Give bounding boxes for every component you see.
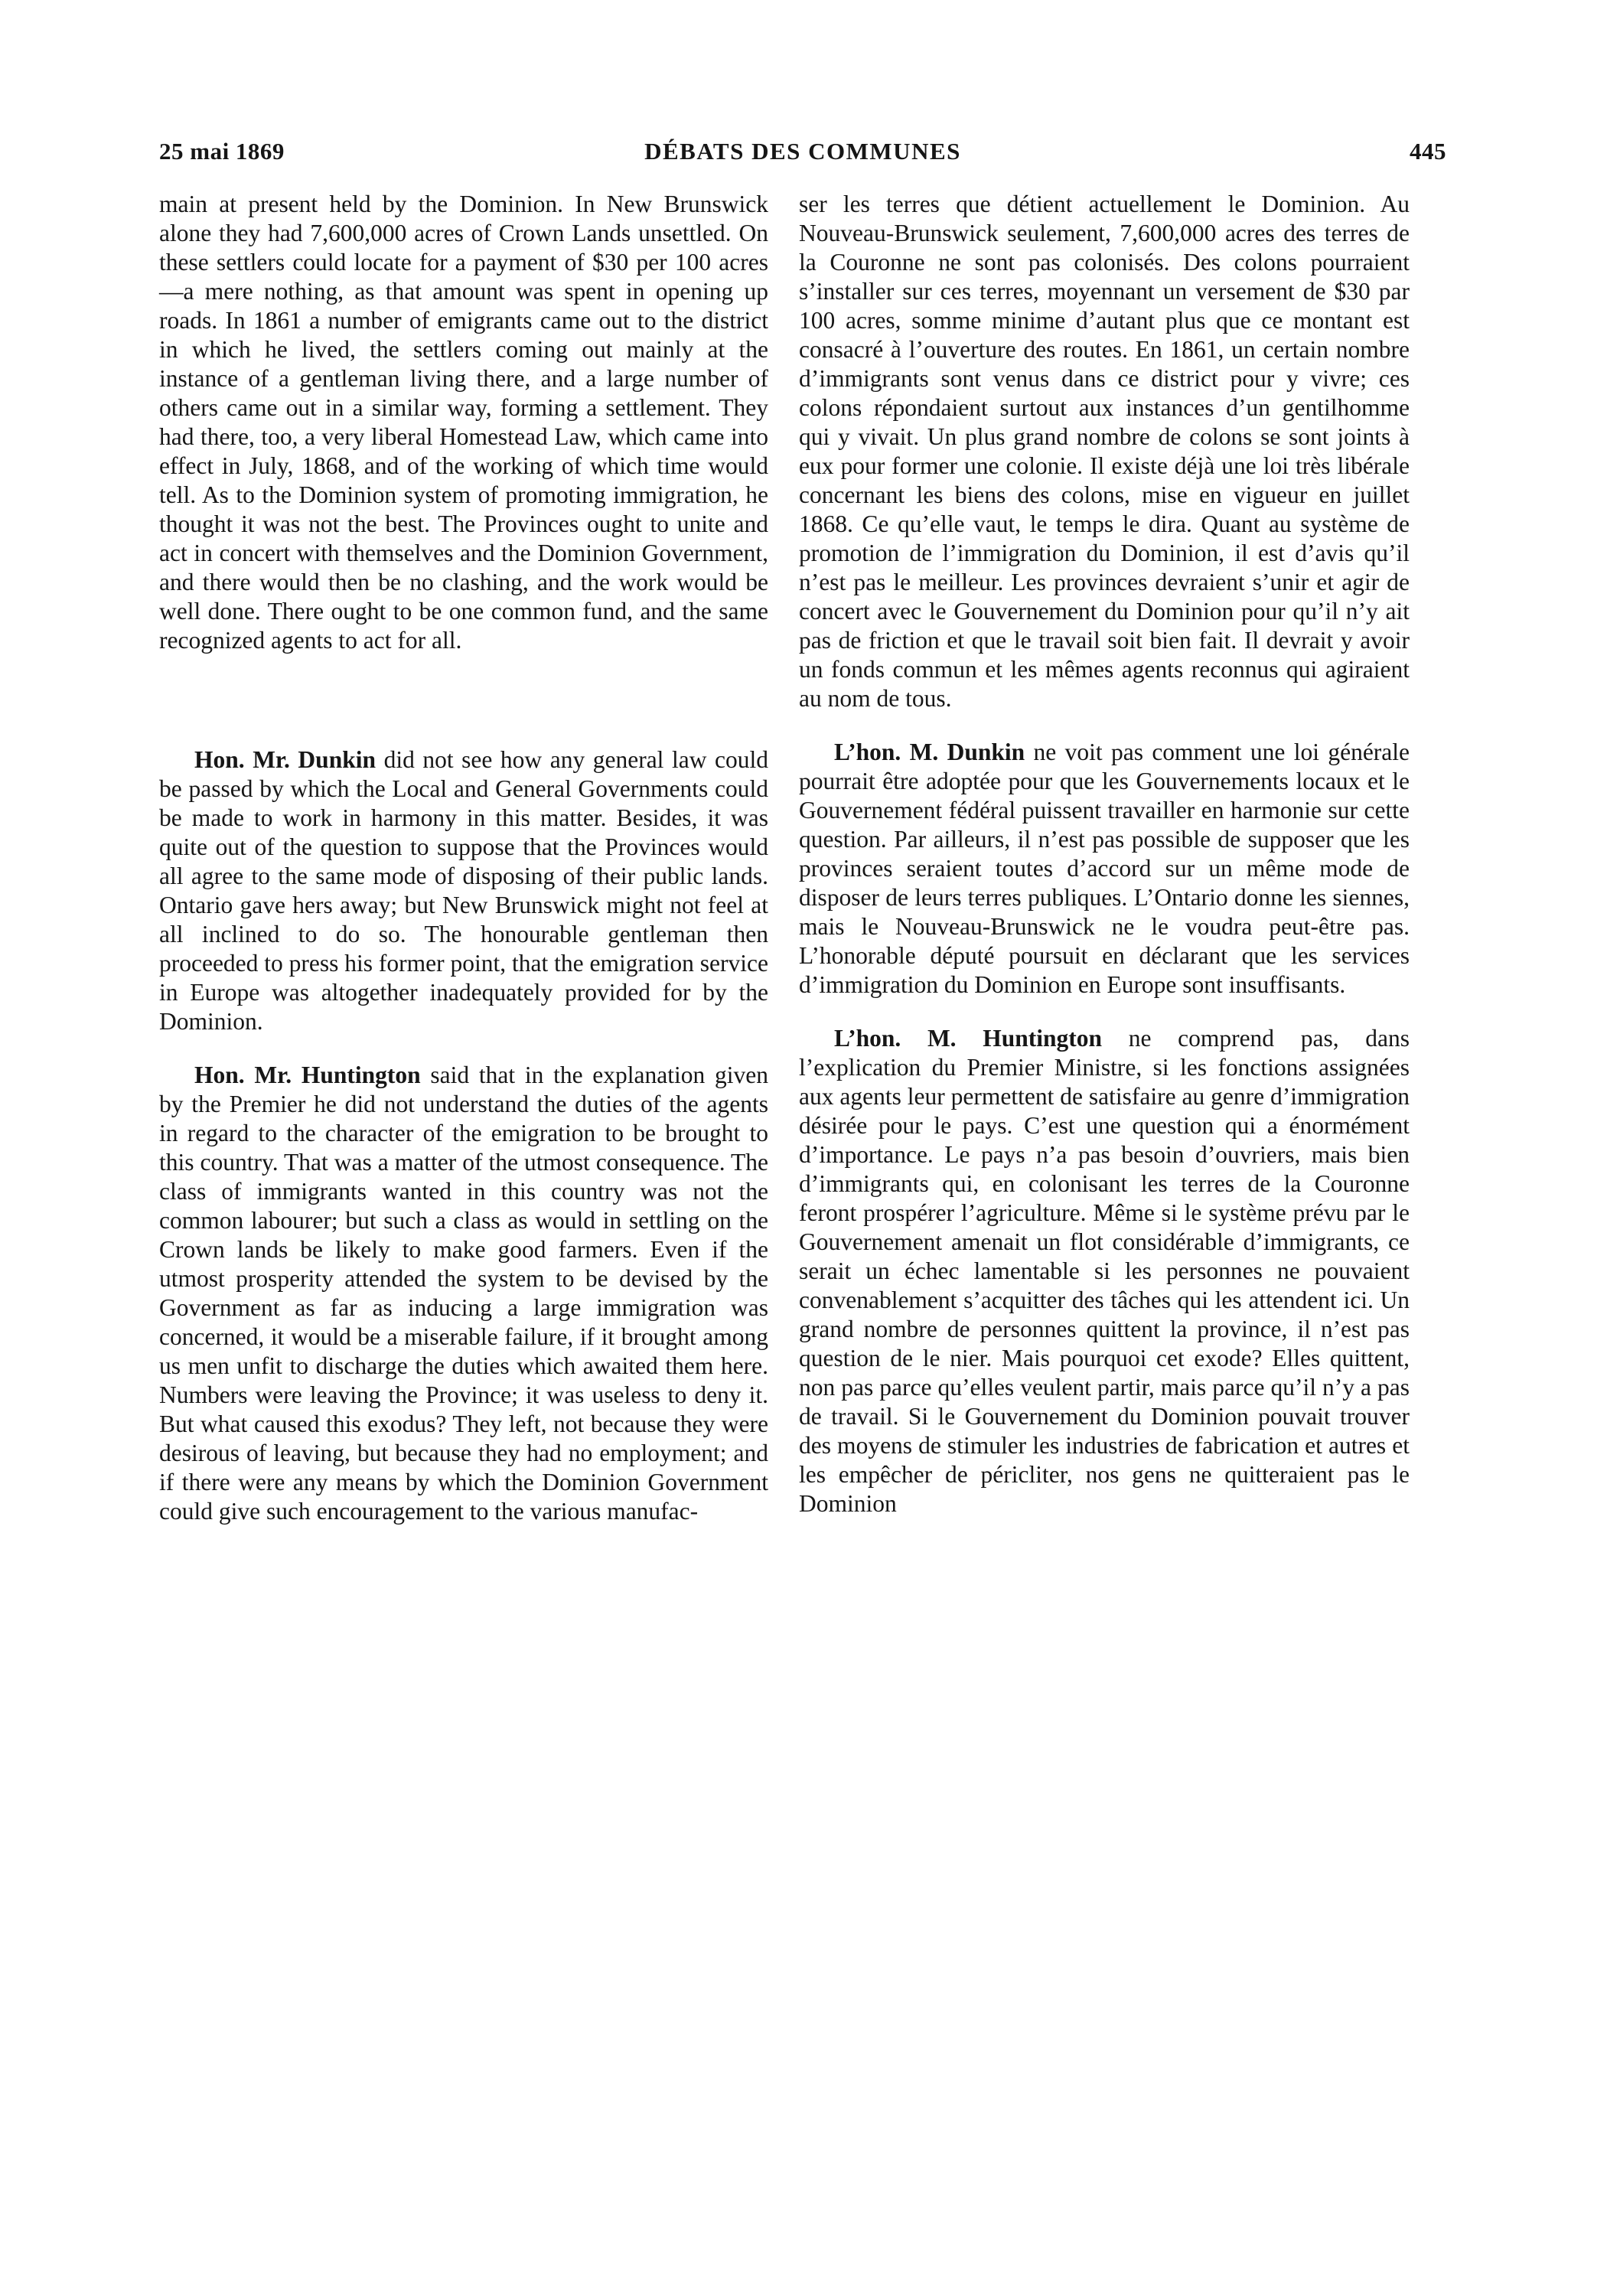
speaker-name: L’hon. M. Huntington (834, 1025, 1103, 1052)
spacer (159, 1036, 768, 1061)
speaker-name: Hon. Mr. Dunkin (194, 746, 376, 773)
speaker-name: Hon. Mr. Huntington (194, 1062, 421, 1088)
spacer (799, 713, 1410, 738)
speaker-name: L’hon. M. Dunkin (834, 739, 1025, 765)
page-header (159, 138, 1446, 184)
paragraph-continuation: main at present held by the Dominion. In New Brunswick alone they had 7,600,000 acres of Crown Lands unsettled. On these settlers could locate for a payment of $30 per 100 acres—a mere nothing, as that amount was spent in opening up roads. In 1861 a number of emigrants came out to the district in which he lived, the settlers coming out mainly at the instance of a gentleman living there, and a large number of others came out in a similar way, forming a settlement. They had there, too, a very liberal Homestead Law, which came into effect in July, 1868, and of the working of which time would tell. As to the Dominion system of promoting immigration, he thought it was not the best. The Provinces ought to unite and act in concert with themselves and the Dominion Government, and there would then be no clashing, and the work would be well done. There ought to be one common fund, and the same recognized agents to act for all. (159, 191, 768, 654)
spacer (159, 655, 768, 745)
paragraph-huntington (799, 1024, 1410, 1518)
speech-text: said that in the explanation given by the Premier he did not understand the duties of the agents in regard to the character of the emigration to be brought to this country. That was a matter of the utmost consequence. The class of immigrants wanted in this country was not the common labourer; but such a class as would in settling on the Crown lands be likely to make good farmers. Even if the utmost prosperity attended the system to be devised by the Government as far as inducing a large immigration was concerned, it would be a miserable failure, if it brought among us men unfit to discharge the duties which awaited them here. Numbers were leaving the Province; it was useless to deny it. But what caused this exodus? They left, not because they were desirous of leaving, but because they had no employment; and if there were any means by which the Dominion Government could give such encouragement to the various manufac- (159, 1062, 768, 1525)
paragraph-dunkin (799, 738, 1410, 1000)
speech-text: did not see how any general law could be passed by which the Local and General Governments could be made to work in harmony in this matter. Besides, it was quite out of the question to suppose that the Provinces would all agree to the same mode of disposing of their public lands. Ontario gave hers away; but New Brunswick might not feel at all inclined to do so. The honourable gentleman then proceeded to press his former point, that the emigration service in Europe was altogether inadequately provided for by the Dominion. (159, 746, 768, 1035)
english-column (159, 190, 768, 1526)
speech-text: ne voit pas comment une loi générale pourrait être adoptée pour que les Gouvernements locaux et le Gouvernement fédéral puissent travailler en harmonie sur cette question. Par ailleurs, il n’est pas possible de supposer que les provinces seraient toutes d’accord sur un même mode de disposer de leurs terres publiques. L’Ontario donne les siennes, mais le Nouveau-Brunswick ne le voudra peut-être pas. L’honorable député poursuit en déclarant que les services d’immigration du Dominion en Europe sont insuffisants. (799, 739, 1410, 998)
paragraph-continuation: ser les terres que détient actuellement le Dominion. Au Nouveau-Brunswick seulement, 7,600,000 acres des terres de la Couronne ne sont pas colonisés. Des colons pourraient s’installer sur ces terres, moyennant un versement de $30 par 100 acres, somme minime d’autant plus que ce montant est consacré à l’ouverture des routes. En 1861, un certain nombre d’immigrants sont venus dans ce district pour y vivre; ces colons répondaient surtout aux instances d’un gentilhomme qui y vivait. Un plus grand nombre de colons se sont joints à eux pour former une colonie. Il existe déjà une loi très libérale concernant les biens des colons, mise en vigueur en juillet 1868. Ce qu’elle vaut, le temps le dira. Quant au système de promotion de l’immigration du Dominion, il est d’avis qu’il n’est pas le meilleur. Les provinces devraient s’unir et agir de concert avec le Gouvernement du Dominion pour qu’il n’y ait pas de friction et que le travail soit bien fait. Il devrait y avoir un fonds commun et les mêmes agents reconnus qui agiraient au nom de tous. (799, 191, 1410, 712)
header-date: 25 mai 1869 (159, 138, 285, 165)
french-column (799, 190, 1410, 1518)
speech-text: ne comprend pas, dans l’explication du Premier Ministre, si les fonctions assignées aux agents leur permettent de satisfaire au genre d’immigration désirée pour le pays. C’est une question qui a énormément d’importance. Le pays n’a pas besoin d’ouvriers, mais bien d’immigrants qui, en colonisant les terres de la Couronne feront prospérer l’agriculture. Même si le système prévu par le Gouvernement amenait un flot considérable d’immigrants, ce serait un échec lamentable si les personnes ne pouvaient convenablement s’acquitter des tâches qui les attendent ici. Un grand nombre de personnes quittent la province, il n’est pas question de le nier. Mais pourquoi cet exode? Elles quittent, non pas parce qu’elles veulent partir, mais parce qu’il n’y a pas de travail. Si le Gouvernement du Dominion pouvait trouver des moyens de stimuler les industries de fabrication et autres et les empêcher de péricliter, nos gens ne quitteraient pas le Dominion (799, 1025, 1410, 1517)
page-number: 445 (1410, 138, 1446, 165)
spacer (799, 1000, 1410, 1024)
paragraph-huntington (159, 1061, 768, 1526)
header-title: DÉBATS DES COMMUNES (644, 138, 961, 165)
paragraph-dunkin (159, 745, 768, 1036)
